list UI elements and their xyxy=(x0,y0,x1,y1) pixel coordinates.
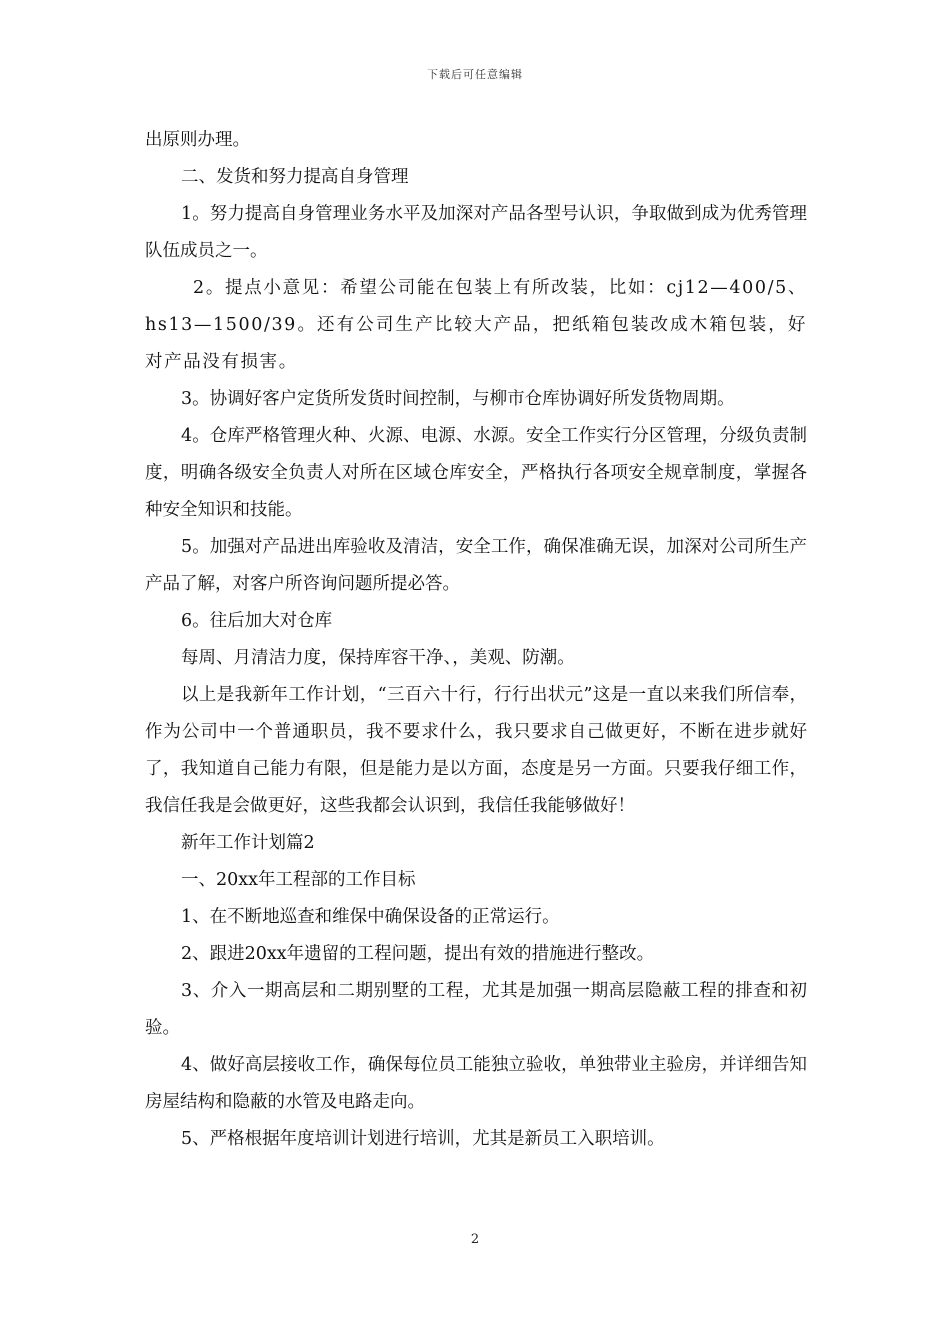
list-item: 3、介入一期高层和二期别墅的工程，尤其是加强一期高层隐蔽工程的排查和初验。 xyxy=(145,981,807,1038)
page-number: 2 xyxy=(470,1232,480,1247)
list-item: 4、做好高层接收工作，确保每位员工能独立验收，单独带业主验房，并详细告知房屋结构和隐蔽的水管及电路走向。 xyxy=(145,1055,807,1112)
section-heading: 二、发货和努力提高自身管理 xyxy=(181,167,409,187)
page-header: 下载后可任意编辑 xyxy=(427,68,523,81)
list-item: 5、严格根据年度培训计划进行培训，尤其是新员工入职培训。 xyxy=(181,1129,665,1149)
paragraph: 4。仓库严格管理火种、火源、电源、水源。安全工作实行分区管理，分级负责制度，明确各级安全负责人对所在区域仓库安全，严格执行各项安全规章制度，掌握各种安全知识和技能。 xyxy=(145,426,807,520)
paragraph: 1。努力提高自身管理业务水平及加深对产品各型号认识，争取做到成为优秀管理队伍成员之一。 xyxy=(145,204,807,261)
list-item: 2、跟进20xx年遗留的工程问题，提出有效的措施进行整改。 xyxy=(181,944,655,964)
document-body xyxy=(145,122,807,1158)
paragraph: 以上是我新年工作计划，“三百六十行，行行出状元”这是一直以来我们所信奉，作为公司中一个普通职员，我不要求什么，我只要求自己做更好，不断在进步就好了，我知道自己能力有限，但是能力是以方面，态度是另一方面。只要我仔细工作，我信任我是会做更好，这些我都会认识到，我信任我能够做好！ xyxy=(145,685,807,816)
section-heading: 新年工作计划篇2 xyxy=(181,833,315,853)
section-heading: 一、20xx年工程部的工作目标 xyxy=(181,870,416,890)
paragraph: 6。往后加大对仓库 xyxy=(181,611,333,631)
list-item: 1、在不断地巡查和维保中确保设备的正常运行。 xyxy=(181,907,560,927)
paragraph: 出原则办理。 xyxy=(145,130,250,150)
paragraph: 5。加强对产品进出库验收及清洁，安全工作，确保准确无误，加深对公司所生产产品了解，对客户所咨询问题所提必答。 xyxy=(145,537,807,594)
paragraph: 每周、月清洁力度，保持库容干净、，美观、防潮。 xyxy=(181,648,575,668)
paragraph: 2。提点小意见：希望公司能在包装上有所改装，比如：cj12—400/5、hs13—1500/39。还有公司生产比较大产品，把纸箱包装改成木箱包装，好对产品没有损害。 xyxy=(145,278,807,372)
paragraph: 3。协调好客户定货所发货时间控制，与柳市仓库协调好所发货物周期。 xyxy=(181,389,735,409)
